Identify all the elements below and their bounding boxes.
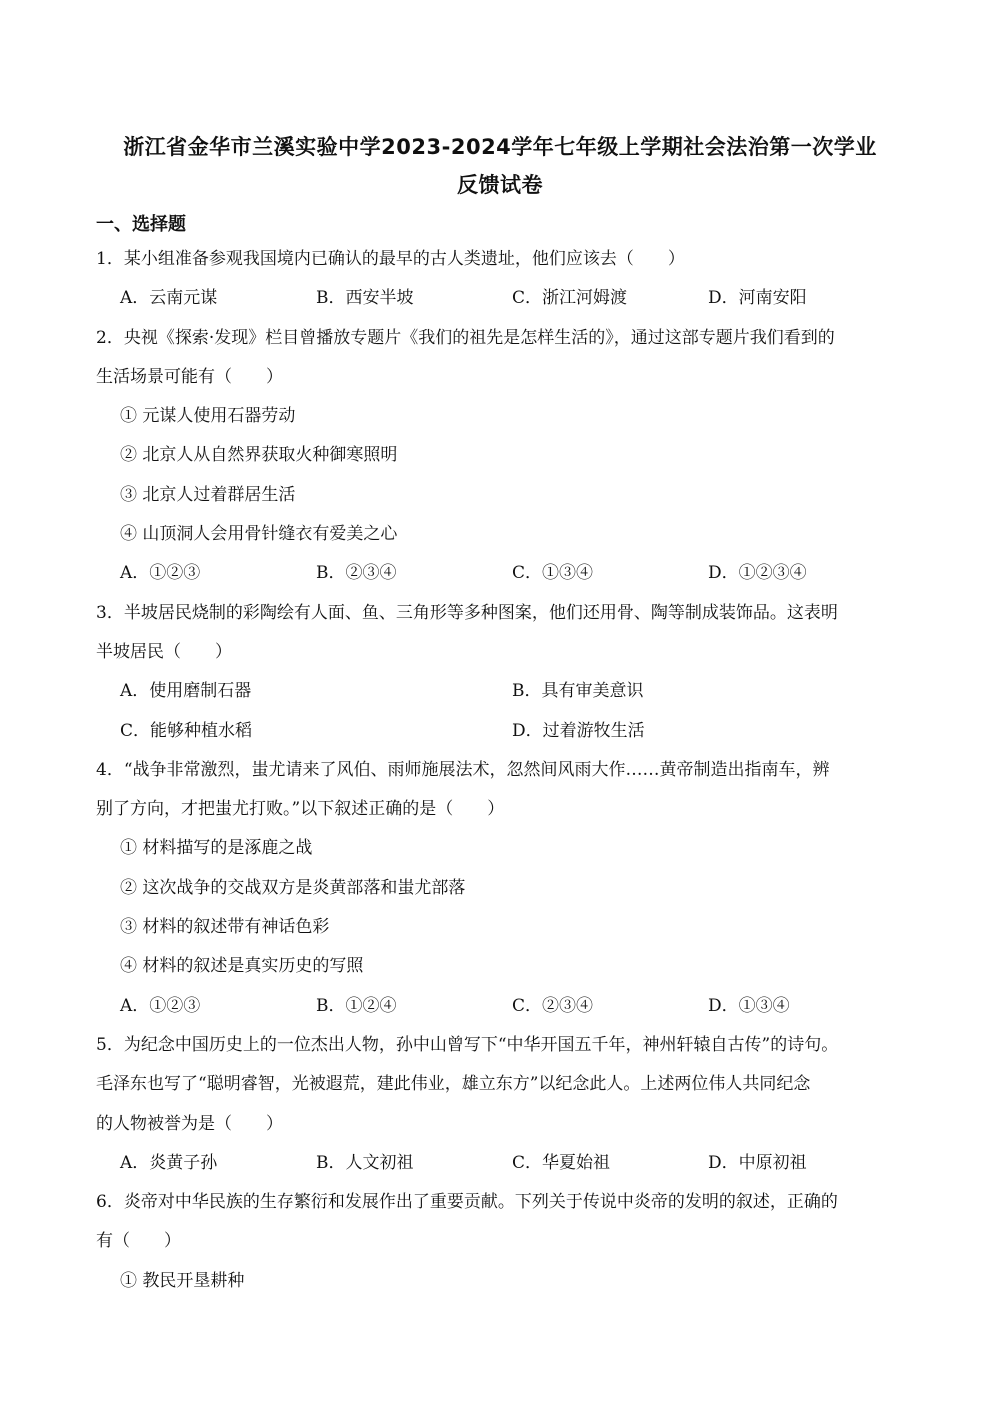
statement-3: ③ 材料的叙述带有神话色彩 bbox=[120, 917, 330, 938]
question-5 bbox=[96, 1026, 904, 1183]
option-b: B．西安半坡 bbox=[316, 288, 414, 309]
question-2 bbox=[96, 319, 904, 594]
statement-3: ③ 北京人过着群居生活 bbox=[120, 484, 296, 505]
option-b: B．具有审美意识 bbox=[512, 681, 644, 702]
answer-options-row-2 bbox=[96, 712, 904, 751]
option-a: A．①②③ bbox=[120, 995, 201, 1016]
option-c: C．①③④ bbox=[512, 563, 594, 584]
question-stem-cont: 生活场景可能有（ ） bbox=[96, 366, 283, 387]
option-a: A．云南元谋 bbox=[120, 288, 218, 309]
answer-options bbox=[96, 279, 904, 318]
statement-4: ④ 材料的叙述是真实历史的写照 bbox=[120, 956, 364, 977]
statement-4: ④ 山顶洞人会用骨针缝衣有爱美之心 bbox=[120, 524, 398, 545]
answer-options bbox=[96, 1144, 904, 1183]
question-6 bbox=[96, 1183, 904, 1301]
answer-options bbox=[96, 987, 904, 1026]
question-stem-cont: 有（ ） bbox=[96, 1231, 181, 1252]
statement-1: ① 教民开垦耕种 bbox=[120, 1270, 245, 1291]
option-b: B．人文初祖 bbox=[316, 1152, 414, 1173]
question-stem: 5．为纪念中国历史上的一位杰出人物，孙中山曾写下“中华开国五千年，神州轩辕自古传”的诗句。 bbox=[96, 1034, 839, 1055]
question-stem: 1．某小组准备参观我国境内已确认的最早的古人类遗址，他们应该去（ ） bbox=[96, 249, 685, 269]
statement-1: ① 元谋人使用石器劳动 bbox=[120, 406, 296, 427]
statement-1: ① 材料描写的是涿鹿之战 bbox=[120, 838, 313, 859]
option-b: B．①②④ bbox=[316, 995, 397, 1016]
option-d: D．①③④ bbox=[708, 995, 790, 1016]
question-1 bbox=[96, 240, 904, 319]
question-stem: 6．炎帝对中华民族的生存繁衍和发展作出了重要贡献。下列关于传说中炎帝的发明的叙述，正确的 bbox=[96, 1192, 838, 1213]
option-c: C．华夏始祖 bbox=[512, 1152, 611, 1173]
option-d: D．中原初祖 bbox=[708, 1152, 807, 1173]
question-stem: 3．半坡居民烧制的彩陶绘有人面、鱼、三角形等多种图案，他们还用骨、陶等制成装饰品。这表明 bbox=[96, 602, 838, 623]
title-line-2: 反馈试卷 bbox=[457, 173, 543, 197]
question-stem: 2．央视《探索·发现》栏目曾播放专题片《我们的祖先是怎样生活的》，通过这部专题片我们看到的 bbox=[96, 327, 835, 348]
question-stem: 4．“战争非常激烈，蚩尤请来了风伯、雨师施展法术，忽然间风雨大作……黄帝制造出指南车，辨 bbox=[96, 759, 830, 780]
title-line-1: 浙江省金华市兰溪实验中学2023-2024学年七年级上学期社会法治第一次学业 bbox=[123, 135, 877, 159]
question-stem-cont: 别了方向，才把蚩尤打败。”以下叙述正确的是（ ） bbox=[96, 799, 505, 820]
option-c: C．②③④ bbox=[512, 995, 594, 1016]
option-d: D．①②③④ bbox=[708, 563, 807, 584]
option-d: D．河南安阳 bbox=[708, 288, 807, 309]
section-heading: 一、选择题 bbox=[96, 214, 186, 235]
question-3 bbox=[96, 594, 904, 751]
option-c: C．浙江河姆渡 bbox=[512, 288, 628, 309]
option-d: D．过着游牧生活 bbox=[512, 720, 645, 741]
option-a: A．使用磨制石器 bbox=[120, 681, 252, 702]
question-stem-cont: 的人物被誉为是（ ） bbox=[96, 1113, 283, 1134]
option-a: A．①②③ bbox=[120, 563, 201, 584]
statement-2: ② 这次战争的交战双方是炎黄部落和蚩尤部落 bbox=[120, 877, 466, 898]
question-stem-cont: 毛泽东也写了“聪明睿智，光被遐荒，建此伟业，雄立东方”以纪念此人。上述两位伟人共同纪念 bbox=[96, 1074, 811, 1095]
statement-2: ② 北京人从自然界获取火种御寒照明 bbox=[120, 445, 398, 466]
answer-options bbox=[96, 554, 904, 593]
question-stem-cont: 半坡居民（ ） bbox=[96, 641, 232, 662]
question-4 bbox=[96, 751, 904, 1026]
option-a: A．炎黄子孙 bbox=[120, 1152, 218, 1173]
document-title bbox=[96, 128, 904, 204]
option-c: C．能够种植水稻 bbox=[120, 720, 253, 741]
option-b: B．②③④ bbox=[316, 563, 397, 584]
answer-options-row-1 bbox=[96, 672, 904, 711]
